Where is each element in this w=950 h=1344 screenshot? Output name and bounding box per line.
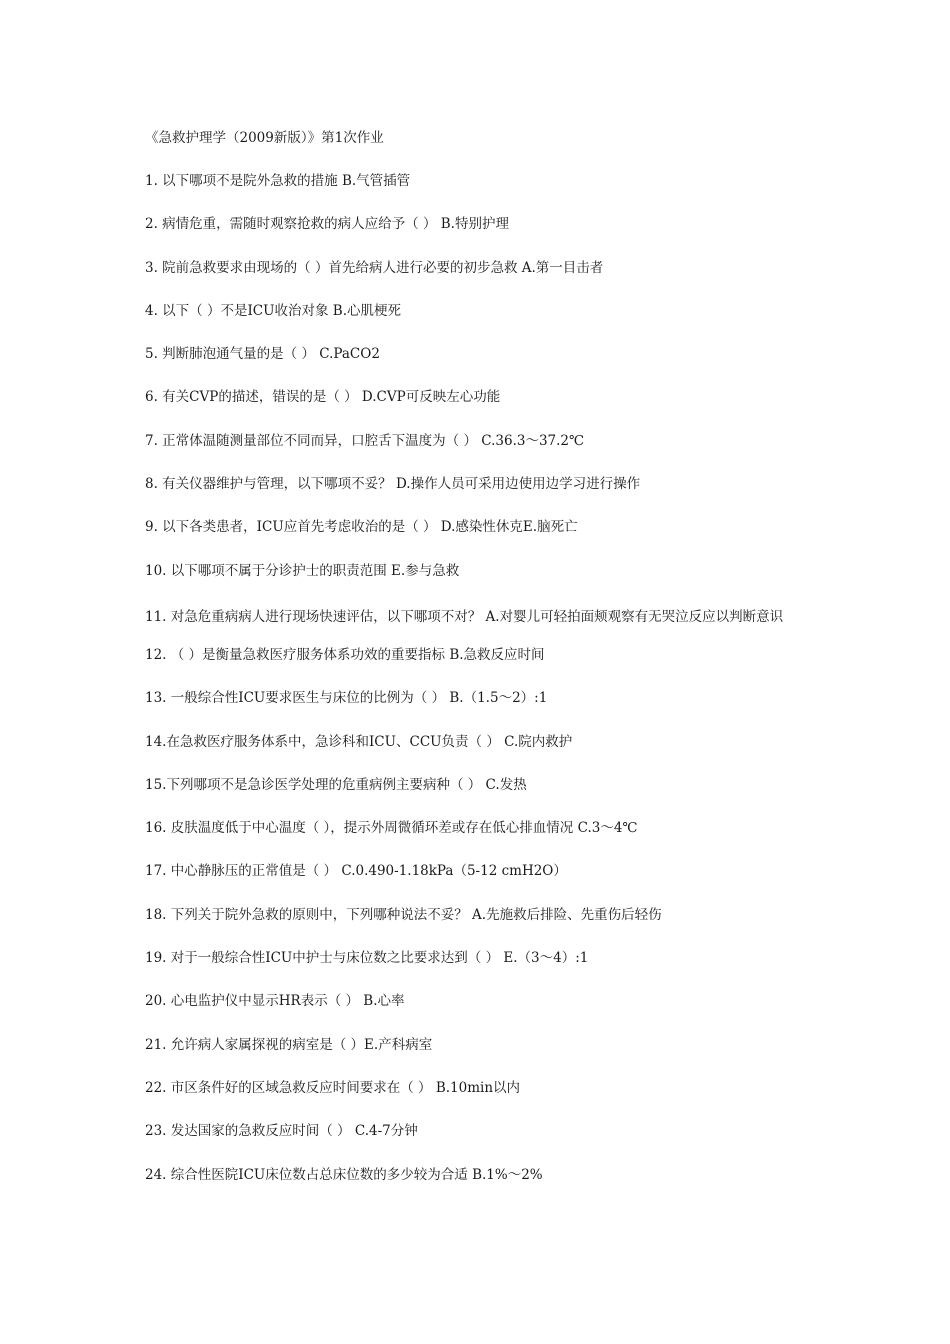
question-item: 12. （ ）是衡量急救医疗服务体系功效的重要指标 B.急救反应时间	[145, 646, 545, 663]
document-title: 《急救护理学（2009新版）》第1次作业	[145, 130, 384, 146]
question-item: 5. 判断肺泡通气量的是（ ） C.PaCO2	[145, 346, 380, 363]
question-item: 22. 市区条件好的区域急救反应时间要求在（ ） B.10min以内	[145, 1079, 521, 1096]
question-item: 15.下列哪项不是急诊医学处理的危重病例主要病种（ ） C.发热	[145, 776, 527, 793]
question-item: 13. 一般综合性ICU要求医生与床位的比例为（ ） B.（1.5～2）:1	[145, 690, 548, 707]
question-item: 8. 有关仪器维护与管理，以下哪项不妥？ D.操作人员可采用边使用边学习进行操作	[145, 476, 641, 493]
question-item: 23. 发达国家的急救反应时间（ ） C.4-7分钟	[145, 1123, 418, 1140]
question-item: 7. 正常体温随测量部位不同而异，口腔舌下温度为（ ） C.36.3～37.2℃	[145, 432, 585, 449]
question-item: 19. 对于一般综合性ICU中护士与床位数之比要求达到（ ） E.（3～4）:1	[145, 950, 589, 967]
question-item: 1. 以下哪项不是院外急救的措施 B.气管插管	[145, 173, 411, 189]
question-item: 9. 以下各类患者，ICU应首先考虑收治的是（ ） D.感染性休克E.脑死亡	[145, 519, 578, 536]
question-list	[145, 171, 815, 1208]
question-item: 2. 病情危重，需随时观察抢救的病人应给予（ ） B.特别护理	[145, 216, 509, 233]
question-item: 16. 皮肤温度低于中心温度（ ），提示外周微循环差或存在低心排血情况 C.3～4℃	[145, 820, 638, 837]
question-item: 20. 心电监护仪中显示HR表示（ ） B.心率	[145, 993, 405, 1010]
question-item: 11. 对急危重病病人进行现场快速评估，以下哪项不对？ A.对婴儿可轻拍面颊观察有无哭泣反应以判断意识	[145, 608, 784, 625]
question-item: 21. 允许病人家属探视的病室是（ ）E.产科病室	[145, 1036, 433, 1053]
question-item: 14.在急救医疗服务体系中，急诊科和ICU、CCU负责（ ） C.院内救护	[145, 733, 573, 750]
question-item: 3. 院前急救要求由现场的（ ）首先给病人进行必要的初步急救 A.第一目击者	[145, 259, 604, 276]
question-item: 6. 有关CVP的描述，错误的是（ ） D.CVP可反映左心功能	[145, 389, 501, 406]
question-item: 4. 以下（ ）不是ICU收治对象 B.心肌梗死	[145, 302, 402, 319]
question-item: 24. 综合性医院ICU床位数占总床位数的多少较为合适 B.1%～2%	[145, 1166, 543, 1183]
question-item: 10. 以下哪项不属于分诊护士的职责范围 E.参与急救	[145, 562, 460, 579]
question-item: 18. 下列关于院外急救的原则中，下列哪种说法不妥？ A.先施救后排险、先重伤后轻伤	[145, 906, 662, 923]
question-item: 17. 中心静脉压的正常值是（ ） C.0.490-1.18kPa（5-12 cmH2O）	[145, 863, 567, 880]
